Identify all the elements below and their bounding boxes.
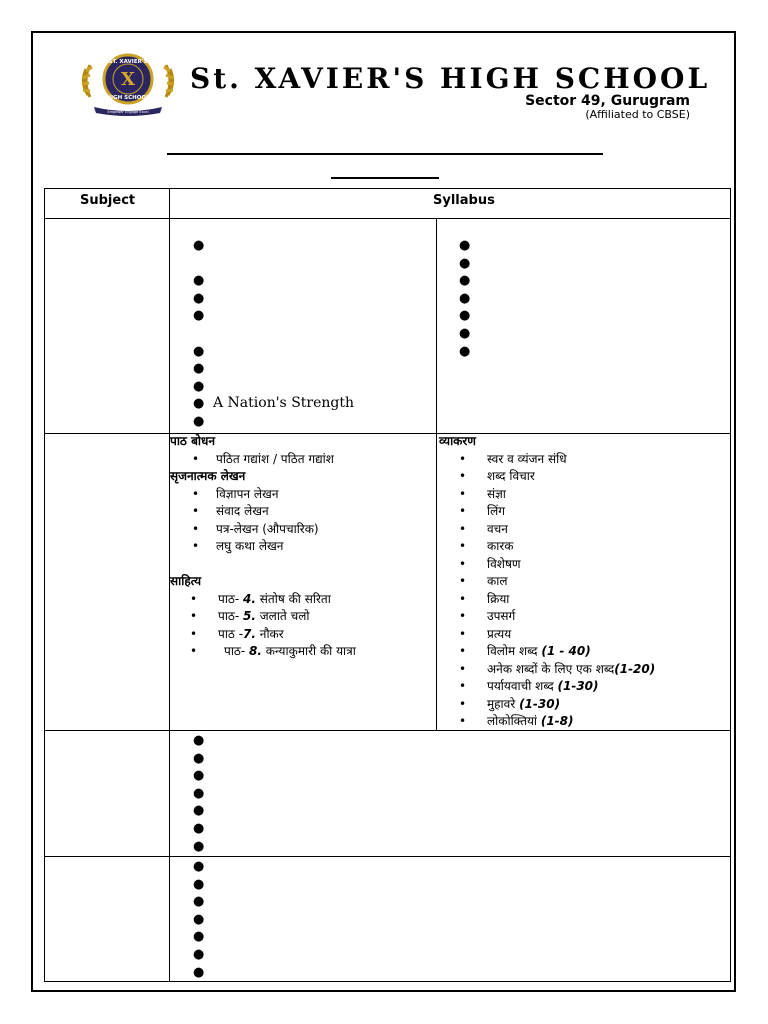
list-item: ●	[459, 343, 471, 359]
writing-heading: सृजनात्मक लेखन	[170, 469, 246, 483]
list-item: • लिंग	[459, 504, 506, 518]
list-item: ●	[193, 876, 205, 892]
list-item: ●	[193, 911, 205, 927]
list-item: ●	[193, 238, 205, 253]
list-item: ●	[193, 803, 205, 819]
list-item: ●	[193, 733, 205, 748]
row1-left-list	[193, 237, 354, 431]
list-item: • पत्र-लेखन (औपचारिक)	[192, 521, 319, 536]
list-item: ●	[193, 290, 205, 306]
list-item: • विशेषण	[459, 556, 521, 571]
list-item: • लोकोक्तियां (1-8)	[459, 714, 574, 728]
logo-text-bottom: HIGH SCHOOL	[106, 95, 150, 101]
list-item: • विलोम शब्द (1 - 40)	[459, 644, 591, 658]
hindi-left-section	[170, 433, 356, 661]
list-item: • पाठ- 8. कन्याकुमारी की यात्रा	[190, 644, 356, 658]
row1-right-list	[459, 237, 479, 360]
row3-list	[193, 732, 213, 855]
list-item: ●	[193, 894, 205, 910]
list-item: ●	[193, 785, 205, 801]
logo-emblem: X	[121, 69, 135, 90]
list-item: ● A Nation's Strength	[193, 395, 355, 412]
logo-text-top: ST. XAVIER'S	[108, 59, 148, 65]
list-item: • पर्यायवाची शब्द (1-30)	[459, 679, 599, 693]
list-item: • अनेक शब्दों के लिए एक शब्द(1-20)	[459, 661, 656, 676]
reading-heading: पाठ बोधन	[170, 434, 216, 448]
list-item: ●	[193, 929, 205, 945]
list-item: • उपसर्ग	[459, 609, 516, 623]
list-item: • पाठ -7. नौकर	[190, 626, 284, 641]
list-item: ●	[193, 946, 205, 962]
list-item: ●	[459, 308, 471, 324]
school-logo	[76, 53, 180, 117]
list-item: • स्वर व व्यंजन संधि	[459, 451, 567, 466]
subtitle-blank-line	[331, 177, 439, 179]
list-item: • पाठ- 5. जलाते चलो	[190, 609, 310, 623]
list-item: • काल	[459, 574, 508, 588]
list-item: • विज्ञापन लेखन	[192, 486, 279, 501]
grammar-heading: व्याकरण	[439, 434, 476, 448]
list-item: ●	[193, 750, 205, 766]
list-item: • पाठ- 4. संतोष की सरिता	[190, 591, 331, 606]
list-item: • मुहावरे (1-30)	[459, 696, 561, 711]
subject-column-header: Subject	[80, 193, 136, 208]
list-item: • प्रत्यय	[459, 626, 512, 641]
list-item: ●	[193, 273, 205, 289]
grammar-list	[439, 451, 655, 731]
list-item: ●	[193, 308, 205, 324]
list-item: ●	[459, 255, 471, 271]
list-item: ●	[459, 325, 471, 341]
syllabus-table	[44, 188, 731, 982]
list-item: ●	[193, 820, 205, 836]
school-address	[525, 94, 690, 120]
list-item: • पठित गद्यांश / पठित गद्यांश	[192, 451, 334, 466]
list-item: ●	[193, 964, 205, 980]
school-affiliation: (Affiliated to CBSE)	[585, 108, 690, 121]
row1-text: A Nation's Strength	[213, 395, 355, 412]
list-item: • वचन	[459, 521, 508, 536]
syllabus-column-header: Syllabus	[433, 193, 495, 208]
list-item: ●	[459, 290, 471, 306]
list-item: • लघु कथा लेखन	[192, 539, 284, 553]
literature-heading: साहित्य	[170, 574, 202, 588]
list-item: • संवाद लेखन	[192, 504, 269, 518]
list-item: ●	[193, 343, 205, 359]
list-item: ●	[459, 273, 471, 289]
list-item: ●	[193, 413, 205, 429]
list-item: • क्रिया	[459, 591, 510, 606]
list-item: ●	[193, 859, 205, 874]
list-item: • कारक	[459, 539, 514, 553]
list-item: ●	[193, 838, 205, 854]
school-sector: Sector 49, Gurugram	[525, 93, 690, 109]
list-item: ●	[193, 378, 205, 394]
row4-list	[193, 858, 213, 981]
list-item: ●	[459, 238, 471, 253]
title-blank-line	[167, 153, 603, 155]
logo-banner: Empower Engage Excel	[107, 110, 149, 114]
list-item: ●	[193, 361, 205, 377]
hindi-grammar-section	[439, 433, 655, 731]
school-name: St. XAVIER'S HIGH SCHOOL	[190, 62, 711, 95]
list-item: ●	[193, 768, 205, 784]
list-item: • संज्ञा	[459, 486, 506, 501]
list-item: • शब्द विचार	[459, 469, 535, 483]
